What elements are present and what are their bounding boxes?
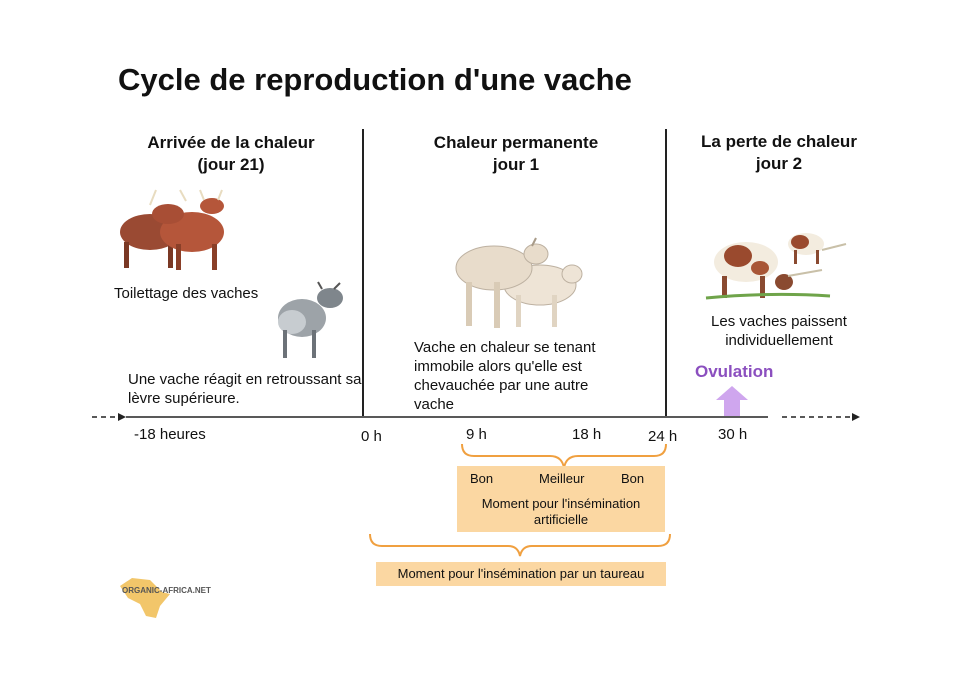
ai-timing-box xyxy=(457,466,665,532)
logo-text: ORGANIC-AFRICA.NET xyxy=(122,586,211,595)
africa-map-icon xyxy=(120,578,170,618)
tick-30h: 30 h xyxy=(718,426,748,443)
quality-good-late: Bon xyxy=(621,471,645,486)
standing-heat-caption: Vache en chaleur se tenant immobile alors qu'elle est chevauchée par une autre vache xyxy=(414,339,596,413)
phase-standing-heat: Chaleur permanente jour 1 xyxy=(433,133,599,174)
tick-24h: 24 h xyxy=(648,428,678,445)
tick-18h: 18 h xyxy=(572,426,602,443)
ovulation-arrow xyxy=(716,386,748,416)
ai-timing-label: Moment pour l'insémination artificielle xyxy=(481,496,641,527)
grazing-cows-illustration xyxy=(706,233,846,298)
tick-0h: 0 h xyxy=(361,428,382,445)
quality-good-early: Bon xyxy=(470,471,494,486)
grooming-cows-illustration xyxy=(120,190,224,270)
bull-timing-box: Moment pour l'insémination par un taureau xyxy=(376,562,666,586)
ovulation-label: Ovulation xyxy=(695,362,774,381)
lip-curl-cow-illustration xyxy=(278,282,343,358)
mounting-cows-illustration xyxy=(456,238,582,328)
page-title: Cycle de reproduction d'une vache xyxy=(118,62,632,97)
lip-curl-caption: Une vache réagit en retroussant sa lèvre supérieure. xyxy=(128,371,362,407)
quality-best: Meilleur xyxy=(539,471,585,486)
tick-9h: 9 h xyxy=(466,426,487,443)
ai-window-brace xyxy=(462,444,666,468)
phase-heat-arrival: Arrivée de la chaleur (jour 21) xyxy=(147,133,315,174)
bull-window-brace xyxy=(370,534,670,556)
grazing-caption: Les vaches paissent individuellement xyxy=(711,313,847,349)
tick-minus-18h: -18 heures xyxy=(134,426,206,443)
grooming-caption: Toilettage des vaches xyxy=(114,285,259,302)
phase-heat-loss: La perte de chaleur jour 2 xyxy=(701,132,857,173)
